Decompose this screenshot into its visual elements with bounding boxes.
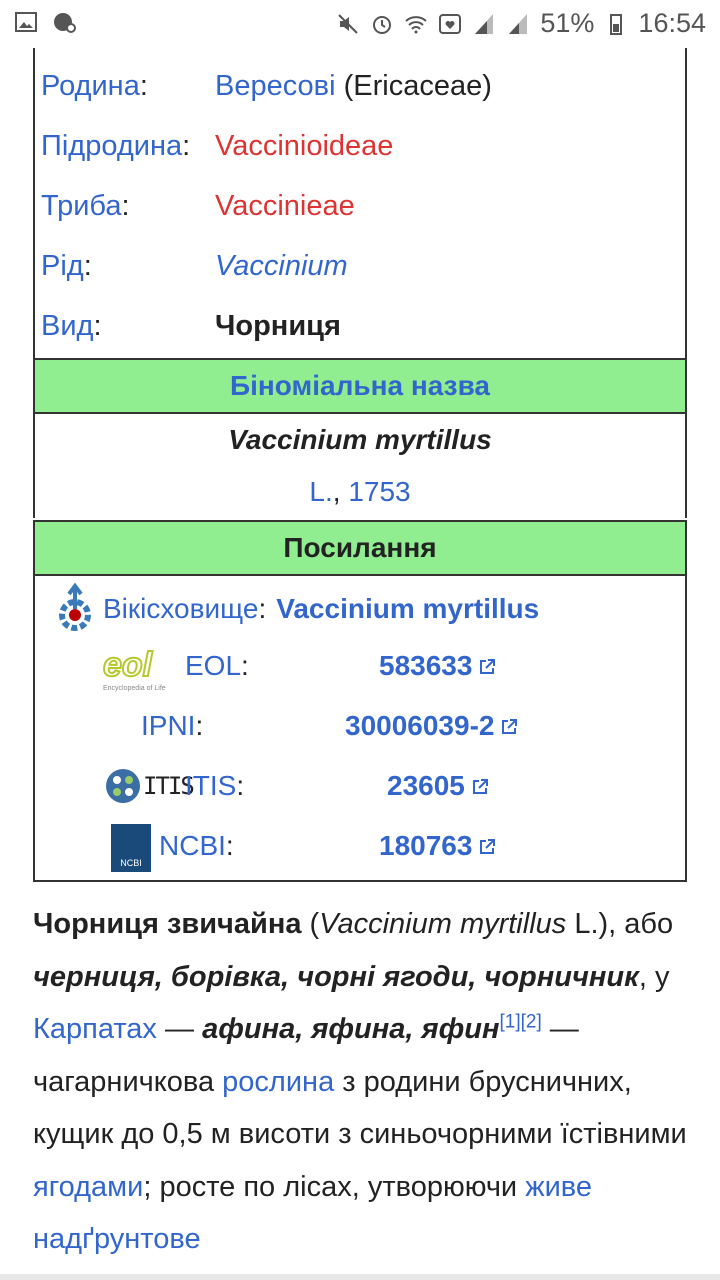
colon: : [236,770,245,801]
bottom-scroll-edge [0,1274,720,1280]
itis-logo-icon [105,768,141,804]
itis-logo [105,768,193,804]
text: — [156,1013,203,1045]
wifi-icon [404,12,428,36]
text: , у [638,960,670,993]
external-link-icon [471,778,489,796]
text: з родини брусничних, кущик до 0,5 м висоти з синьочорними їстівними [33,1065,687,1150]
ipni-id [345,710,518,742]
colon: : [83,250,92,282]
text: — чагарничкова [33,1013,579,1098]
commons-value-link[interactable]: Vaccinium myrtillus [276,593,540,624]
taxo-value-link[interactable]: Вересові [215,70,336,102]
itis-logo-text: ITIS [143,772,193,800]
colon: : [258,593,267,624]
taxo-value-extra: (Ericaceae) [335,70,492,102]
image-icon [14,10,38,34]
taxonomy-box [33,48,687,360]
ipni-id-link[interactable]: 30006039-2 [345,710,495,741]
text: L.), або [566,908,674,940]
clock: 16:54 [638,8,706,38]
ncbi-link[interactable]: NCBI [159,830,226,861]
itis-id-link[interactable]: 23605 [387,770,465,801]
status-bar [0,0,720,48]
eol-id [379,650,496,682]
external-link-icon [500,718,518,736]
article-paragraph [33,898,693,1266]
heart-icon [438,12,462,36]
itis-label-line [185,770,244,802]
colon: : [93,310,102,342]
colon: : [225,830,234,861]
year-link[interactable]: 1753 [348,476,411,507]
link-yagody[interactable]: ягодами [33,1170,144,1203]
colon: : [182,130,191,162]
ncbi-logo-text: NCBI [120,858,142,868]
eol-id-link[interactable]: 583633 [379,650,473,681]
author-link[interactable]: L. [309,476,333,507]
taxo-label[interactable]: Рід [41,250,84,282]
ipni-link[interactable]: IPNI [141,710,196,741]
ncbi-id [379,830,496,862]
colon: : [139,70,148,102]
ipni-label-line [141,710,203,742]
ncbi-logo [111,824,151,872]
alarm-icon [370,12,394,36]
commons-row [55,582,539,636]
itis-id [387,770,489,802]
taxo-value-link[interactable]: Vaccinioideae [215,130,394,162]
link-karpaty[interactable]: Карпатах [33,1013,157,1045]
ref-1[interactable]: [1] [499,1011,521,1033]
ncbi-label-line [159,830,234,862]
latin-name: Vaccinium myrtillus [319,908,567,940]
colon: : [195,710,204,741]
external-link-icon [478,838,496,856]
eol-logo-icon [103,646,183,694]
taxo-value-link[interactable]: Vaccinieae [215,190,355,222]
text: ; росте по лісах, утворюючи [143,1170,526,1203]
mute-icon [336,12,360,36]
regional-names: афина, яфина, яфин [202,1013,500,1045]
ncbi-id-link[interactable]: 180763 [379,830,473,861]
signal-icon-2 [506,12,530,36]
taxo-label[interactable]: Триба [41,190,122,222]
external-link-icon [478,658,496,676]
binomial-name: Vaccinium myrtillus [228,424,492,455]
notification-icon [52,10,76,34]
taxo-value: Чорниця [215,310,341,342]
signal-icon [472,12,496,36]
commons-link[interactable]: Вікісховище [103,593,259,624]
taxo-label[interactable]: Родина [41,70,140,102]
eol-logo-sub: Encyclopedia of Life [103,685,166,692]
eol-logo-text: eol [103,646,153,684]
article-title-bold: Чорниця звичайна [33,908,302,940]
itis-link[interactable]: ITIS [185,770,237,801]
references-box [33,576,687,882]
taxo-label[interactable]: Вид [41,310,94,342]
binomial-box [33,412,687,518]
eol-logo [103,646,183,694]
binomial-author-line [35,476,685,508]
battery-icon [604,12,628,36]
wikimedia-commons-icon[interactable] [55,582,97,636]
colon: : [121,190,130,222]
references-heading: Посилання [33,520,687,576]
taxo-value-link[interactable]: Vaccinium [215,250,348,282]
common-names: черниця, борівка, чорні ягоди, чорничник [33,960,639,993]
eol-link[interactable]: EOL [185,650,242,681]
ref-2[interactable]: [2] [520,1011,542,1033]
separator: , [332,476,349,507]
taxo-label[interactable]: Підродина [41,130,183,162]
eol-label-line [185,650,249,682]
colon: : [241,650,249,681]
text: ( [301,908,320,940]
battery-percent: 51% [540,8,595,38]
binomial-heading[interactable]: Біноміальна назва [33,358,687,414]
link-roslyna[interactable]: рослина [222,1065,335,1098]
link-zhyve[interactable]: живе надґрунтове [33,1170,592,1255]
